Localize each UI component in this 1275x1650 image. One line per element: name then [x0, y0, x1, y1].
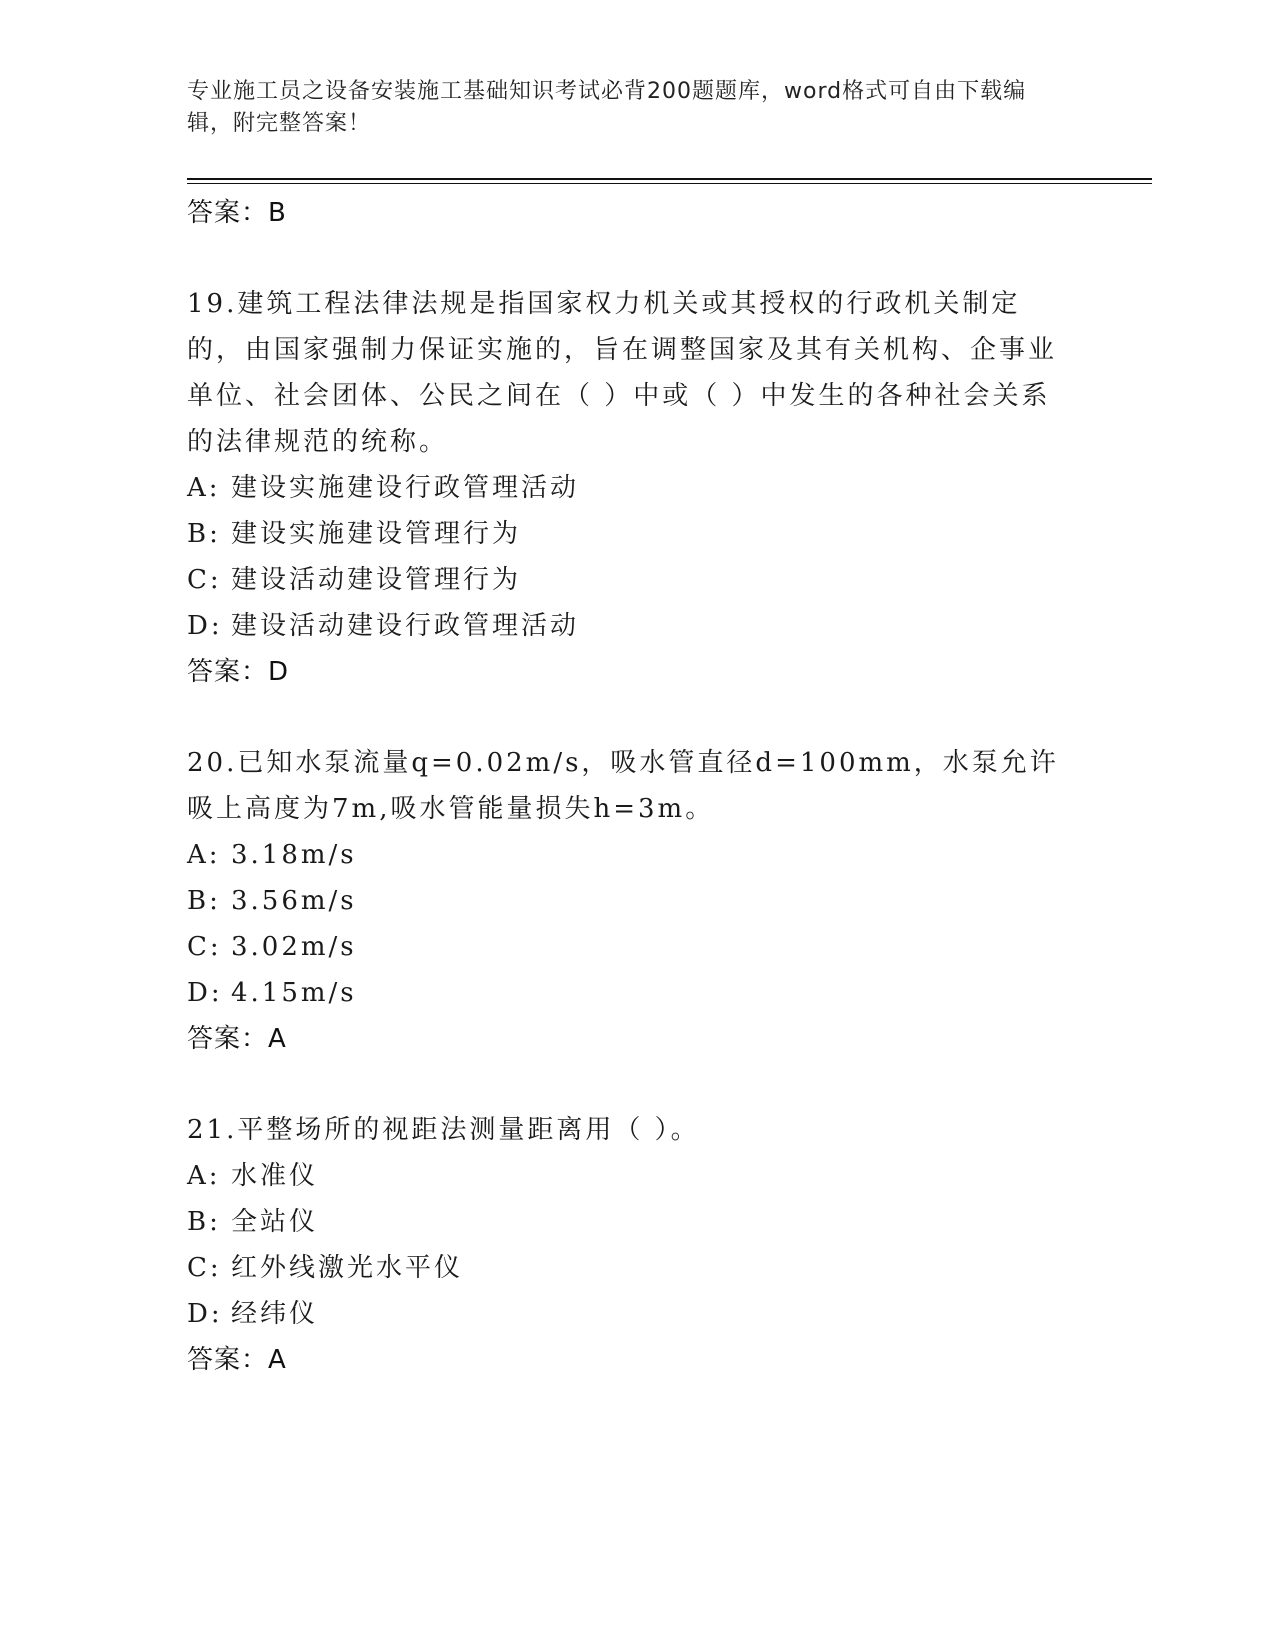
option-text: 红外线激光水平仪 — [231, 1253, 464, 1283]
option-text: 建设活动建设管理行为 — [231, 565, 522, 595]
option-key: A: — [187, 473, 221, 503]
header-divider-thin — [187, 183, 1152, 184]
option-a — [187, 465, 1067, 511]
question-stem: 20.已知水泵流量q=0.02m/s，吸水管直径d=100mm，水泵允许吸上高度为7m,吸水管能量损失h=3m。 — [187, 748, 1059, 824]
answer-line: 答案：D — [187, 657, 290, 687]
option-key: A: — [187, 840, 221, 870]
answer-line: 答案：A — [187, 1345, 287, 1375]
option-a — [187, 832, 1067, 878]
option-text: 建设实施建设行政管理活动 — [231, 473, 580, 503]
document-header: 专业施工员之设备安装施工基础知识考试必背200题题库，word格式可自由下载编辑，附完整答案！ — [187, 79, 1027, 136]
spacer — [187, 1062, 1067, 1107]
question-stem: 21.平整场所的视距法测量距离用（ ）。 — [187, 1115, 700, 1145]
option-b — [187, 511, 1067, 557]
option-key: C: — [187, 932, 222, 962]
option-key: D: — [187, 611, 223, 641]
spacer — [187, 236, 1067, 281]
option-key: C: — [187, 1253, 222, 1283]
option-c — [187, 1245, 1067, 1291]
option-key: D: — [187, 1299, 223, 1329]
option-key: B: — [187, 519, 221, 549]
question-block — [187, 1107, 1067, 1383]
option-c — [187, 557, 1067, 603]
option-text: 3.56m/s — [231, 886, 357, 916]
option-b — [187, 878, 1067, 924]
question-stem: 19.建筑工程法律法规是指国家权力机关或其授权的行政机关制定的，由国家强制力保证实施的，旨在调整国家及其有关机构、企事业单位、社会团体、公民之间在（ ）中或（ ）中发生的各种社会关系的法律规范的统称。 — [187, 289, 1058, 457]
header-divider-thick — [187, 178, 1152, 180]
option-a — [187, 1153, 1067, 1199]
question-block — [187, 740, 1067, 1062]
option-key: C: — [187, 565, 222, 595]
answer-line: 答案：A — [187, 1024, 287, 1054]
option-key: B: — [187, 1207, 221, 1237]
option-text: 全站仪 — [231, 1207, 319, 1237]
option-text: 经纬仪 — [231, 1299, 319, 1329]
option-b — [187, 1199, 1067, 1245]
spacer — [187, 695, 1067, 740]
option-c — [187, 924, 1067, 970]
option-text: 建设实施建设管理行为 — [231, 519, 522, 549]
question-block — [187, 281, 1067, 695]
option-text: 4.15m/s — [231, 978, 357, 1008]
option-key: D: — [187, 978, 223, 1008]
document-body — [187, 190, 1067, 1383]
option-d — [187, 1291, 1067, 1337]
option-text: 水准仪 — [231, 1161, 319, 1191]
option-text: 3.02m/s — [231, 932, 357, 962]
option-text: 建设活动建设行政管理活动 — [231, 611, 580, 641]
answer-line: 答案：B — [187, 198, 287, 228]
option-key: A: — [187, 1161, 221, 1191]
option-text: 3.18m/s — [231, 840, 357, 870]
option-key: B: — [187, 886, 221, 916]
option-d — [187, 970, 1067, 1016]
option-d — [187, 603, 1067, 649]
